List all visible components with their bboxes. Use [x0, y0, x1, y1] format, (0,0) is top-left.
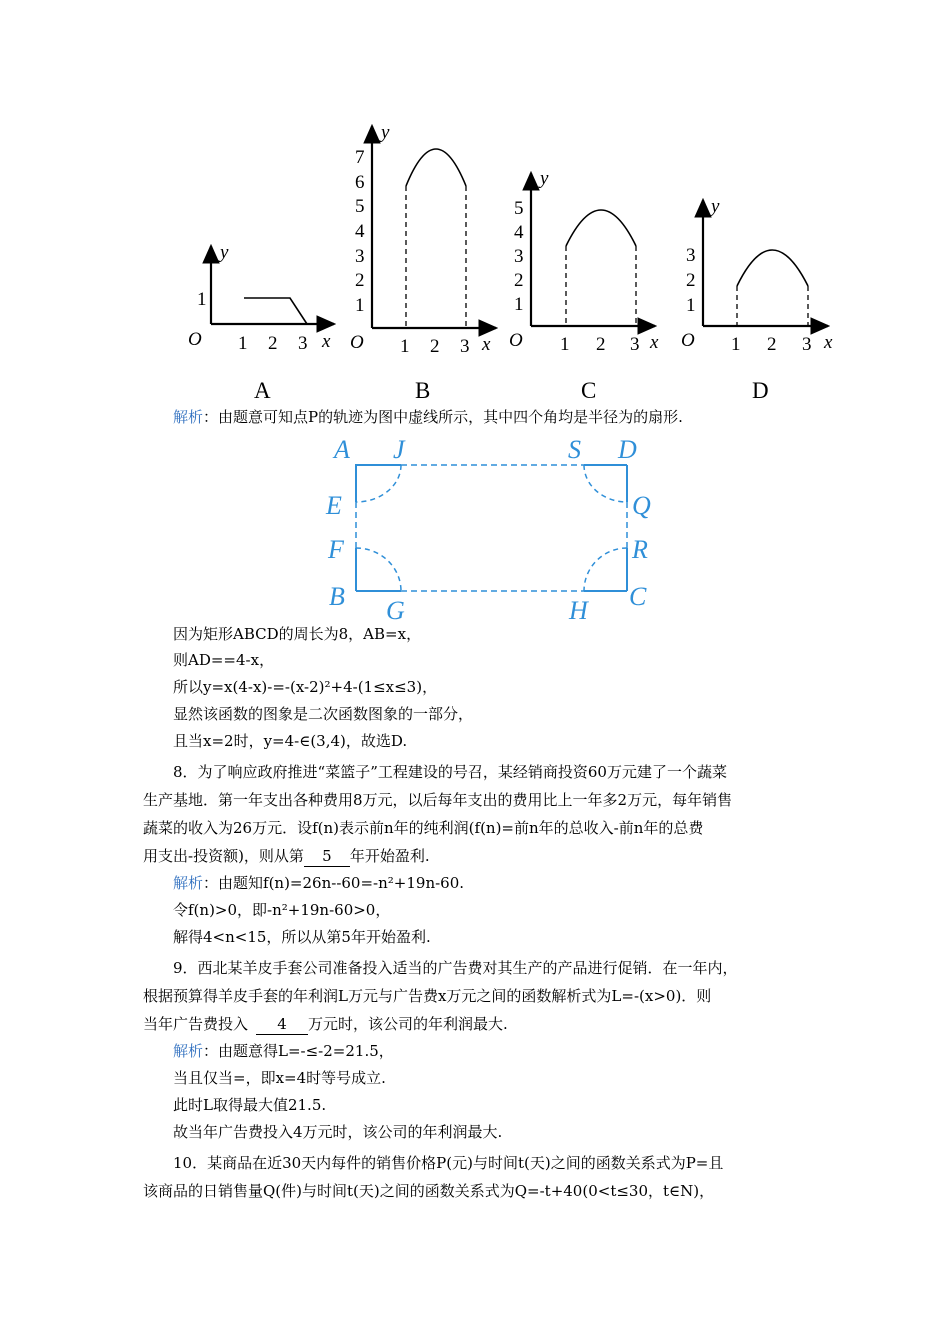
graph-c-y-label: y [540, 168, 549, 189]
analysis-intro-text: ：由题意可知点P的轨迹为图中虚线所示，其中四个角均是半径为的扇形. [203, 408, 683, 426]
graph-c-y-tick: 5 [514, 198, 524, 219]
graph-d-origin: O [681, 330, 695, 351]
graph-d-x-tick: 3 [802, 334, 812, 355]
rect-label-c: C [629, 582, 647, 611]
q8-line: 解得4<n<15，所以从第5年开始盈利. [173, 928, 431, 946]
graph-c-x-tick: 3 [630, 334, 640, 355]
graph-b-curve [406, 149, 466, 186]
q9-line: 根据预算得羊皮手套的年利润L万元与广告费x万元之间的函数解析式为L=-(x>0)．则 [143, 987, 712, 1005]
graph-b-x-tick: 3 [460, 336, 470, 357]
q9-line: 当且仅当=，即x=4时等号成立. [173, 1069, 386, 1087]
graph-d-x-tick: 1 [731, 334, 741, 355]
rect-label-g: G [386, 596, 405, 625]
graph-c-y-tick: 3 [514, 246, 524, 267]
rect-label-f: F [328, 535, 344, 564]
graph-d-caption: D [752, 378, 769, 403]
analysis-intro-line [173, 407, 683, 427]
rectangle-figure [0, 425, 950, 625]
graph-b-y-tick: 5 [355, 196, 365, 217]
graph-a-y-tick: 1 [197, 289, 207, 310]
graph-b-y-label: y [381, 122, 390, 143]
q8-line4-suffix: 年开始盈利. [349, 847, 430, 865]
graph-d-curve [737, 250, 808, 286]
graph-b-y-tick: 7 [355, 147, 365, 168]
q10-line: 该商品的日销售量Q(件)与时间t(天)之间的函数关系式为Q=-t+40(0<t≤30，t∈N)， [143, 1182, 715, 1200]
graph-a-x-tick: 2 [268, 333, 278, 354]
q7-line: 所以y=x(4-x)-=-(x-2)²+4-(1≤x≤3)， [173, 678, 438, 696]
q9-line3-suffix: 万元时，该公司的年利润最大. [308, 1015, 508, 1033]
graph-d-y-tick: 1 [686, 295, 696, 316]
graph-b-y-tick: 6 [355, 172, 365, 193]
graph-a-x-label: x [322, 331, 331, 352]
q8-line: 令f(n)>0，即-n²+19n-60>0， [173, 901, 391, 919]
analysis-label: 解析 [173, 1042, 204, 1060]
q8-analysis-text: ：由题知f(n)=26n--60=-n²+19n-60. [203, 874, 465, 892]
graph-a [188, 242, 334, 403]
graph-a-caption: A [254, 378, 271, 403]
graph-c-curve [566, 210, 636, 246]
q8-answer-blank: 5 [304, 846, 350, 867]
graph-b-y-tick: 1 [355, 295, 365, 316]
rect-label-a: A [334, 435, 350, 464]
graph-d-x-tick: 2 [767, 334, 777, 355]
graph-c-caption: C [581, 378, 597, 403]
q9-analysis-text: ：由题意得L=-≤-2=21.5， [203, 1042, 394, 1060]
graph-c-x-label: x [650, 332, 659, 353]
graph-b-x-tick: 2 [430, 336, 440, 357]
graph-c-y-tick: 1 [514, 294, 524, 315]
q7-line: 则AD==4-x， [173, 651, 275, 669]
rect-label-r: R [632, 535, 648, 564]
graph-b-x-label: x [482, 334, 491, 355]
rect-label-d: D [618, 435, 637, 464]
q9-line [143, 1014, 508, 1035]
graph-c-y-tick: 4 [514, 222, 524, 243]
graph-d-y-tick: 3 [686, 245, 696, 266]
graph-a-x-tick: 1 [238, 333, 248, 354]
q7-line: 显然该函数的图象是二次函数图象的一部分， [173, 705, 474, 723]
q9-line: 故当年广告费投入4万元时，该公司的年利润最大. [173, 1123, 503, 1141]
graph-d-y-label: y [711, 196, 720, 217]
graph-b-y-tick: 3 [355, 246, 365, 267]
rect-label-h: H [569, 596, 588, 625]
q8-line [143, 846, 430, 867]
q9-line3-prefix: 当年广告费投入 [143, 1015, 249, 1033]
answer-graphs [0, 0, 950, 410]
graph-b-x-tick: 1 [400, 336, 410, 357]
q10-line: 10．某商品在近30天内每件的销售价格P(元)与时间t(天)之间的函数关系式为P=且 [173, 1154, 724, 1172]
q9-line: 此时L取得最大值21.5. [173, 1096, 327, 1114]
q9-analysis-line [173, 1041, 394, 1061]
q8-line: 8．为了响应政府推进“菜篮子”工程建设的号召，某经销商投资60万元建了一个蔬菜 [173, 763, 727, 781]
graph-c-origin: O [509, 330, 523, 351]
graph-b-caption: B [415, 378, 431, 403]
rect-label-s: S [568, 435, 581, 464]
q8-line: 蔬菜的收入为26万元．设f(n)表示前n年的纯利润(f(n)=前n年的总收入-前n年的总费 [143, 819, 704, 837]
q8-line: 生产基地．第一年支出各种费用8万元，以后每年支出的费用比上一年多2万元，每年销售 [143, 791, 733, 809]
graph-a-origin: O [188, 329, 202, 350]
q9-answer-blank: 4 [256, 1014, 308, 1035]
graph-c-x-tick: 1 [560, 334, 570, 355]
analysis-label: 解析 [173, 874, 204, 892]
graph-b-y-tick: 2 [355, 270, 365, 291]
graph-b [350, 122, 496, 403]
rect-label-b: B [329, 582, 345, 611]
q7-line: 因为矩形ABCD的周长为8，AB=x， [173, 625, 422, 643]
graph-d-y-tick: 2 [686, 270, 696, 291]
analysis-label: 解析 [173, 408, 204, 426]
rect-label-j: J [393, 435, 405, 464]
graph-d-x-label: x [824, 332, 833, 353]
graph-a-x-tick: 3 [298, 333, 308, 354]
q8-line4-prefix: 用支出-投资额)，则从第 [143, 847, 304, 865]
graph-b-y-tick: 4 [355, 221, 365, 242]
rect-label-q: Q [632, 491, 651, 520]
graph-b-origin: O [350, 332, 364, 353]
q7-line: 且当x=2时，y=4-∈(3,4)，故选D. [173, 732, 408, 750]
graph-a-y-label: y [220, 242, 229, 263]
graph-c-y-tick: 2 [514, 270, 524, 291]
q9-line: 9．西北某羊皮手套公司准备投入适当的广告费对其生产的产品进行促销．在一年内， [173, 959, 738, 977]
graph-a-curve [244, 298, 307, 324]
graph-d [681, 196, 833, 403]
graph-c [509, 168, 659, 403]
graph-c-x-tick: 2 [596, 334, 606, 355]
rect-label-e: E [326, 491, 342, 520]
q8-analysis-line [173, 873, 464, 893]
